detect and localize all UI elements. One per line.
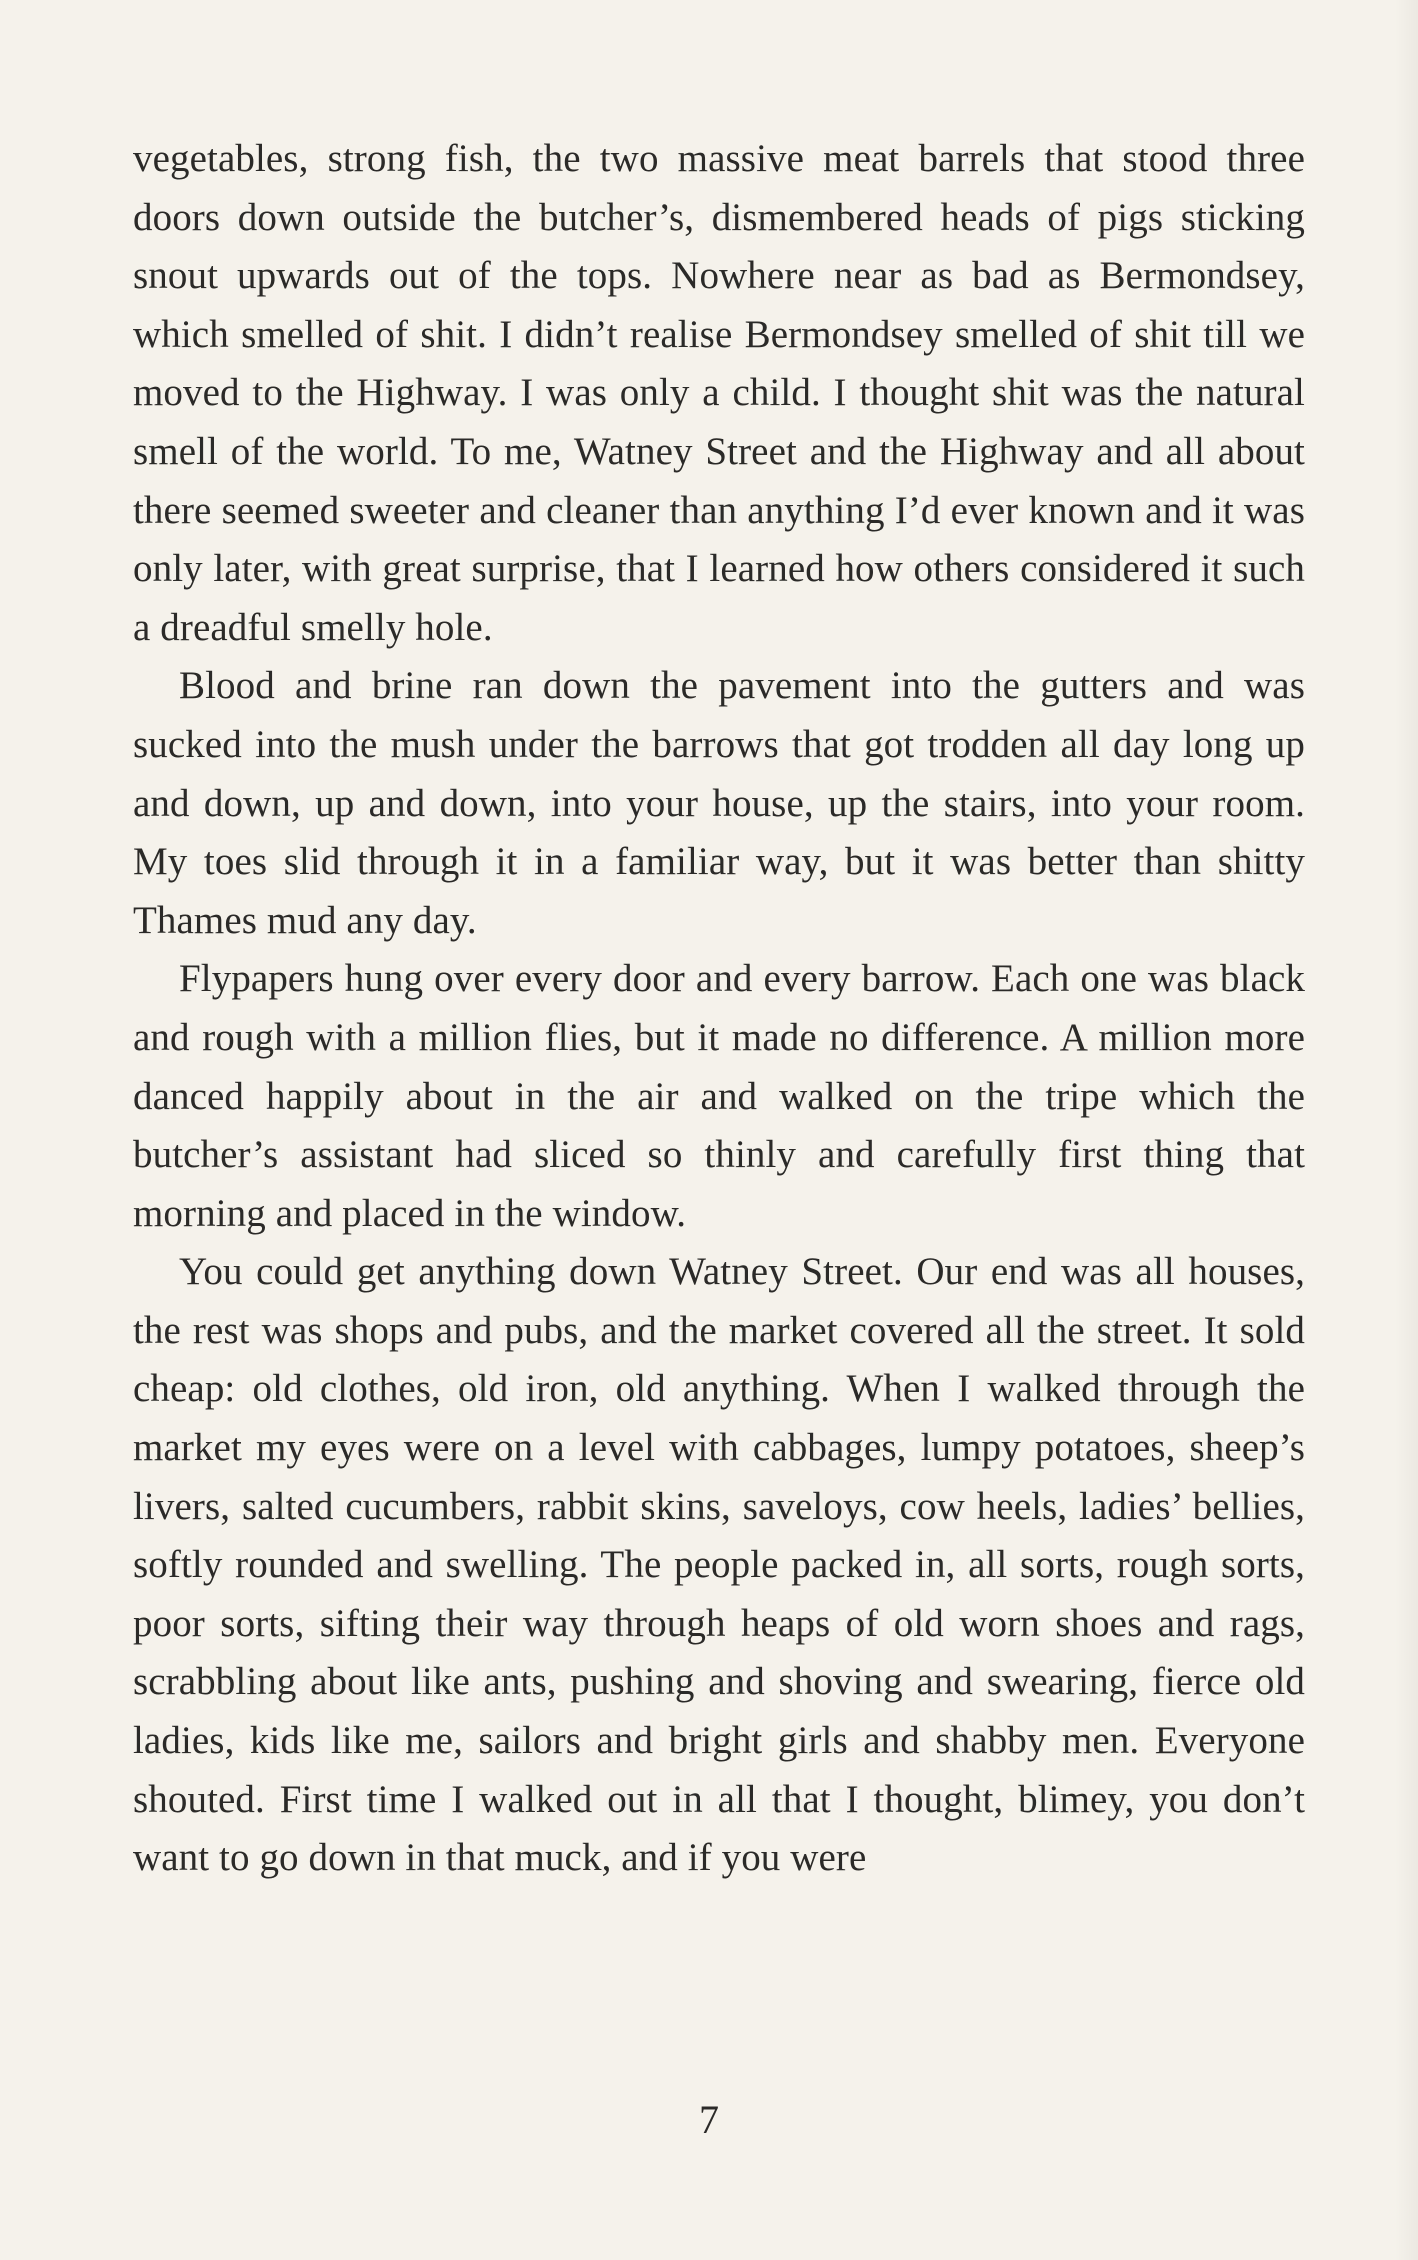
page-gutter-shadow <box>1395 0 1418 2260</box>
paragraph-3: Flypapers hung over every door and every barrow. Each one was black and rough with a million flies, but it made no difference. A million more danced happily about in the air and walked on the tripe which the butcher’s assistant had sliced so thinly and carefully first thing that morning and placed in the window. <box>133 957 1305 1235</box>
paragraph-2: Blood and brine ran down the pavement into the gutters and was sucked into the mush under the barrows that got trodden all day long up and down, up and down, into your house, up the stairs, into your room. My toes slid through it in a familiar way, but it was better than shitty Thames mud any day. <box>133 664 1305 942</box>
paragraph-4: You could get anything down Watney Street. Our end was all houses, the rest was shops and pubs, and the market covered all the street. It sold cheap: old clothes, old iron, old anything. When I walked through the market my eyes were on a level with cabbages, lumpy potatoes, sheep’s livers, salted cucumbers, rabbit skins, saveloys, cow heels, ladies’ bellies, softly rounded and swelling. The people packed in, all sorts, rough sorts, poor sorts, sifting their way through heaps of old worn shoes and rags, scrabbling about like ants, pushing and shoving and swearing, fierce old ladies, kids like me, sailors and bright girls and shabby men. Everyone shouted. First time I walked out in all that I thought, blimey, you don’t want to go down in that muck, and if you were <box>133 1250 1305 1880</box>
body-text <box>133 130 1305 1888</box>
paragraph-1: vegetables, strong fish, the two massive meat barrels that stood three doors down outside the butcher’s, dismembered heads of pigs sticking snout upwards out of the tops. Nowhere near as bad as Bermondsey, which smelled of shit. I didn’t realise Bermondsey smelled of shit till we moved to the Highway. I was only a child. I thought shit was the natural smell of the world. To me, Watney Street and the Highway and all about there seemed sweeter and cleaner than anything I’d ever known and it was only later, with great surprise, that I learned how others considered it such a dreadful smelly hole. <box>133 137 1305 649</box>
page-number: 7 <box>699 2097 719 2142</box>
